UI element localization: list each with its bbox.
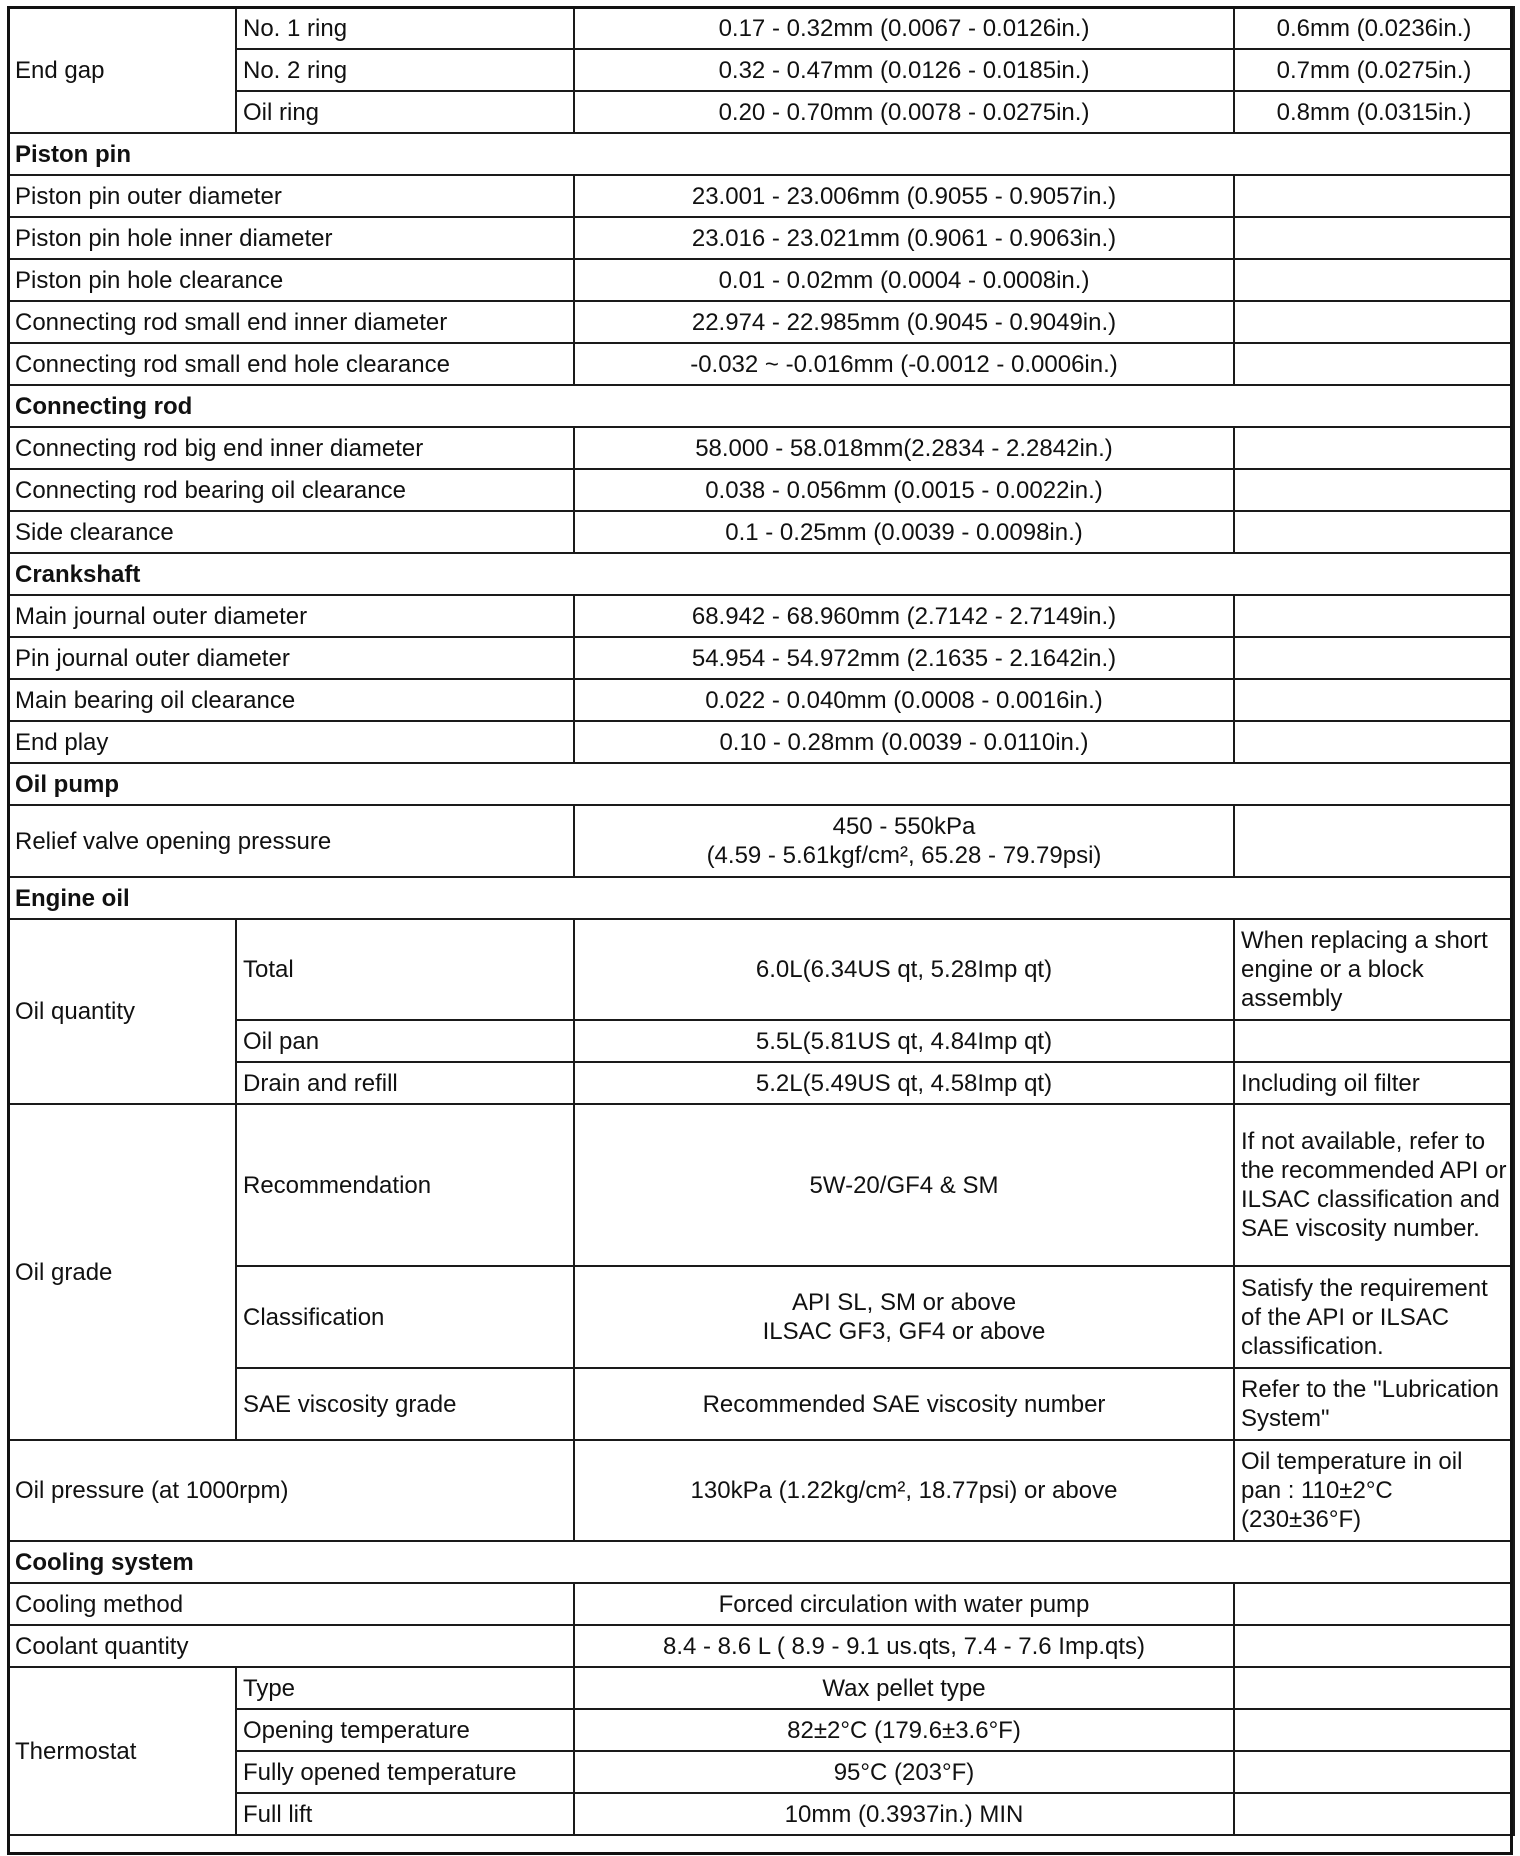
spec-value: 58.000 - 58.018mm(2.2834 - 2.2842in.) [574, 427, 1234, 469]
note-cell: Including oil filter [1234, 1062, 1514, 1104]
table-row [8, 511, 1514, 553]
note-cell [1234, 301, 1514, 343]
note-cell [1234, 427, 1514, 469]
item-label: Piston pin hole inner diameter [8, 217, 574, 259]
spec-value: 5W-20/GF4 & SM [574, 1104, 1234, 1266]
item-label: Main journal outer diameter [8, 595, 574, 637]
item-label: Fully opened temperature [236, 1751, 574, 1793]
item-label: No. 2 ring [236, 49, 574, 91]
engine-spec-table [7, 6, 1515, 1836]
section-header-row [8, 877, 1514, 919]
limit-value: 0.7mm (0.0275in.) [1234, 49, 1514, 91]
spec-line: API SL, SM or above [791, 1289, 1017, 1316]
section-title-connecting-rod: Connecting rod [8, 385, 1514, 427]
section-title-cooling-system: Cooling system [8, 1541, 1514, 1583]
spec-value: Wax pellet type [574, 1667, 1234, 1709]
item-label: Main bearing oil clearance [8, 679, 574, 721]
item-label: Classification [236, 1266, 574, 1368]
table-row [8, 805, 1514, 877]
spec-value: 23.016 - 23.021mm (0.9061 - 0.9063in.) [574, 217, 1234, 259]
section-title-piston-pin: Piston pin [8, 133, 1514, 175]
note-cell [1234, 1793, 1514, 1835]
note-cell [1234, 721, 1514, 763]
section-header-row [8, 763, 1514, 805]
spec-value: 0.038 - 0.056mm (0.0015 - 0.0022in.) [574, 469, 1234, 511]
spec-value: 0.01 - 0.02mm (0.0004 - 0.0008in.) [574, 259, 1234, 301]
note-cell [1234, 637, 1514, 679]
note-cell [1234, 1020, 1514, 1062]
row-label-oil-grade: Oil grade [8, 1104, 236, 1440]
spec-value: 5.5L(5.81US qt, 4.84Imp qt) [574, 1020, 1234, 1062]
table-row [8, 721, 1514, 763]
note-cell [1234, 511, 1514, 553]
spec-value: 68.942 - 68.960mm (2.7142 - 2.7149in.) [574, 595, 1234, 637]
item-label: Full lift [236, 1793, 574, 1835]
item-label: Cooling method [8, 1583, 574, 1625]
item-label: End play [8, 721, 574, 763]
spec-value: 95°C (203°F) [574, 1751, 1234, 1793]
table-row [8, 1625, 1514, 1667]
note-cell [1234, 595, 1514, 637]
table-row [8, 595, 1514, 637]
spec-value: 0.32 - 0.47mm (0.0126 - 0.0185in.) [574, 49, 1234, 91]
spec-value: 0.20 - 0.70mm (0.0078 - 0.0275in.) [574, 91, 1234, 133]
table-row [8, 1667, 1514, 1709]
table-row [8, 1104, 1514, 1266]
item-label: Opening temperature [236, 1709, 574, 1751]
note-cell: When replacing a short engine or a block assembly [1234, 919, 1514, 1020]
section-title-crankshaft: Crankshaft [8, 553, 1514, 595]
table-row [8, 637, 1514, 679]
section-header-row [8, 1541, 1514, 1583]
spec-value: 22.974 - 22.985mm (0.9045 - 0.9049in.) [574, 301, 1234, 343]
spec-line: 450 - 550kPa [832, 813, 976, 840]
item-label: No. 1 ring [236, 7, 574, 49]
section-header-row [8, 553, 1514, 595]
note-cell [1234, 1709, 1514, 1751]
note-cell [1234, 217, 1514, 259]
limit-value: 0.8mm (0.0315in.) [1234, 91, 1514, 133]
spec-value: 5.2L(5.49US qt, 4.58Imp qt) [574, 1062, 1234, 1104]
table-row [8, 469, 1514, 511]
spec-value: 130kPa (1.22kg/cm², 18.77psi) or above [574, 1440, 1234, 1541]
table-row [8, 919, 1514, 1020]
spec-sheet [7, 6, 1513, 1836]
note-cell [1234, 1751, 1514, 1793]
spec-value: -0.032 ~ -0.016mm (-0.0012 - 0.0006in.) [574, 343, 1234, 385]
spec-value: Recommended SAE viscosity number [574, 1368, 1234, 1440]
spec-value: 82±2°C (179.6±3.6°F) [574, 1709, 1234, 1751]
item-label: Pin journal outer diameter [8, 637, 574, 679]
spec-value: 54.954 - 54.972mm (2.1635 - 2.1642in.) [574, 637, 1234, 679]
row-label-oil-quantity: Oil quantity [8, 919, 236, 1104]
note-cell [1234, 805, 1514, 877]
note-cell [1234, 259, 1514, 301]
note-cell [1234, 469, 1514, 511]
table-row [8, 259, 1514, 301]
spec-line: ILSAC GF3, GF4 or above [762, 1318, 1046, 1345]
item-label: SAE viscosity grade [236, 1368, 574, 1440]
note-cell [1234, 1667, 1514, 1709]
table-row [8, 1583, 1514, 1625]
item-label: Type [236, 1667, 574, 1709]
limit-value: 0.6mm (0.0236in.) [1234, 7, 1514, 49]
note-cell [1234, 175, 1514, 217]
spec-value: 0.1 - 0.25mm (0.0039 - 0.0098in.) [574, 511, 1234, 553]
spec-value [574, 1266, 1234, 1368]
table-row [8, 679, 1514, 721]
item-label: Piston pin hole clearance [8, 259, 574, 301]
table-row [8, 1440, 1514, 1541]
item-label: Connecting rod small end hole clearance [8, 343, 574, 385]
table-row [8, 427, 1514, 469]
note-cell [1234, 679, 1514, 721]
note-cell [1234, 1625, 1514, 1667]
note-cell: If not available, refer to the recommended API or ILSAC classification and SAE viscosity number. [1234, 1104, 1514, 1266]
table-row [8, 175, 1514, 217]
spec-value: 0.022 - 0.040mm (0.0008 - 0.0016in.) [574, 679, 1234, 721]
item-label: Total [236, 919, 574, 1020]
item-label: Connecting rod big end inner diameter [8, 427, 574, 469]
table-row [8, 301, 1514, 343]
table-row [8, 7, 1514, 49]
note-cell: Oil temperature in oil pan : 110±2°C (230±36°F) [1234, 1440, 1514, 1541]
table-row [8, 343, 1514, 385]
item-label: Coolant quantity [8, 1625, 574, 1667]
table-row [8, 217, 1514, 259]
item-label: Recommendation [236, 1104, 574, 1266]
item-label: Piston pin outer diameter [8, 175, 574, 217]
item-label: Drain and refill [236, 1062, 574, 1104]
item-label: Connecting rod bearing oil clearance [8, 469, 574, 511]
item-label: Oil pan [236, 1020, 574, 1062]
spec-value: 10mm (0.3937in.) MIN [574, 1793, 1234, 1835]
note-cell [1234, 343, 1514, 385]
spec-value: Forced circulation with water pump [574, 1583, 1234, 1625]
section-header-row [8, 385, 1514, 427]
item-label: Side clearance [8, 511, 574, 553]
note-cell [1234, 1583, 1514, 1625]
row-label-end-gap: End gap [8, 7, 236, 133]
note-cell: Satisfy the requirement of the API or ILSAC classification. [1234, 1266, 1514, 1368]
spec-value: 6.0L(6.34US qt, 5.28Imp qt) [574, 919, 1234, 1020]
note-cell: Refer to the "Lubrication System" [1234, 1368, 1514, 1440]
item-label: Oil pressure (at 1000rpm) [8, 1440, 574, 1541]
item-label: Relief valve opening pressure [8, 805, 574, 877]
spec-value: 23.001 - 23.006mm (0.9055 - 0.9057in.) [574, 175, 1234, 217]
spec-value: 0.17 - 0.32mm (0.0067 - 0.0126in.) [574, 7, 1234, 49]
item-label: Oil ring [236, 91, 574, 133]
section-title-oil-pump: Oil pump [8, 763, 1514, 805]
row-label-thermostat: Thermostat [8, 1667, 236, 1835]
section-header-row [8, 133, 1514, 175]
spec-line: (4.59 - 5.61kgf/cm², 65.28 - 79.79psi) [706, 842, 1102, 869]
item-label: Connecting rod small end inner diameter [8, 301, 574, 343]
spec-value [574, 805, 1234, 877]
section-title-engine-oil: Engine oil [8, 877, 1514, 919]
spec-value: 8.4 - 8.6 L ( 8.9 - 9.1 us.qts, 7.4 - 7.6 Imp.qts) [574, 1625, 1234, 1667]
spec-value: 0.10 - 0.28mm (0.0039 - 0.0110in.) [574, 721, 1234, 763]
